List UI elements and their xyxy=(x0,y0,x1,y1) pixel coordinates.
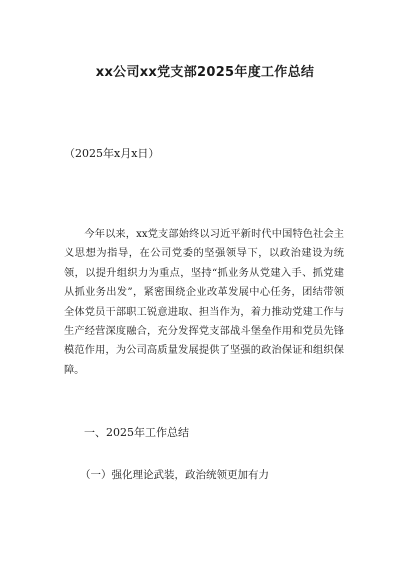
document-date: （2025年x月x日） xyxy=(64,147,160,160)
subsection-heading: （一）强化理论武装，政治统领更加有力 xyxy=(80,469,269,481)
intro-paragraph: 今年以来，xx党支部始终以习近平新时代中国特色社会主义思想为指导，在公司党委的坚强领导下，以政治建设为统领，以提升组织力为重点，坚持“抓业务从党建入手、抓党建从抓业务出发”，紧密围绕企业改革发展中心任务，团结带领全体党员干部职工锐意进取、担当作为，着力推动党建工作与生产经营深度融合，充分发挥党支部战斗堡垒作用和党员先锋模范作用，为公司高质量发展提供了坚强的政治保证和组织保障。 xyxy=(64,229,344,376)
section-heading: 一、2025年工作总结 xyxy=(84,426,189,439)
document-title: xx公司xx党支部2025年度工作总结 xyxy=(95,65,315,80)
